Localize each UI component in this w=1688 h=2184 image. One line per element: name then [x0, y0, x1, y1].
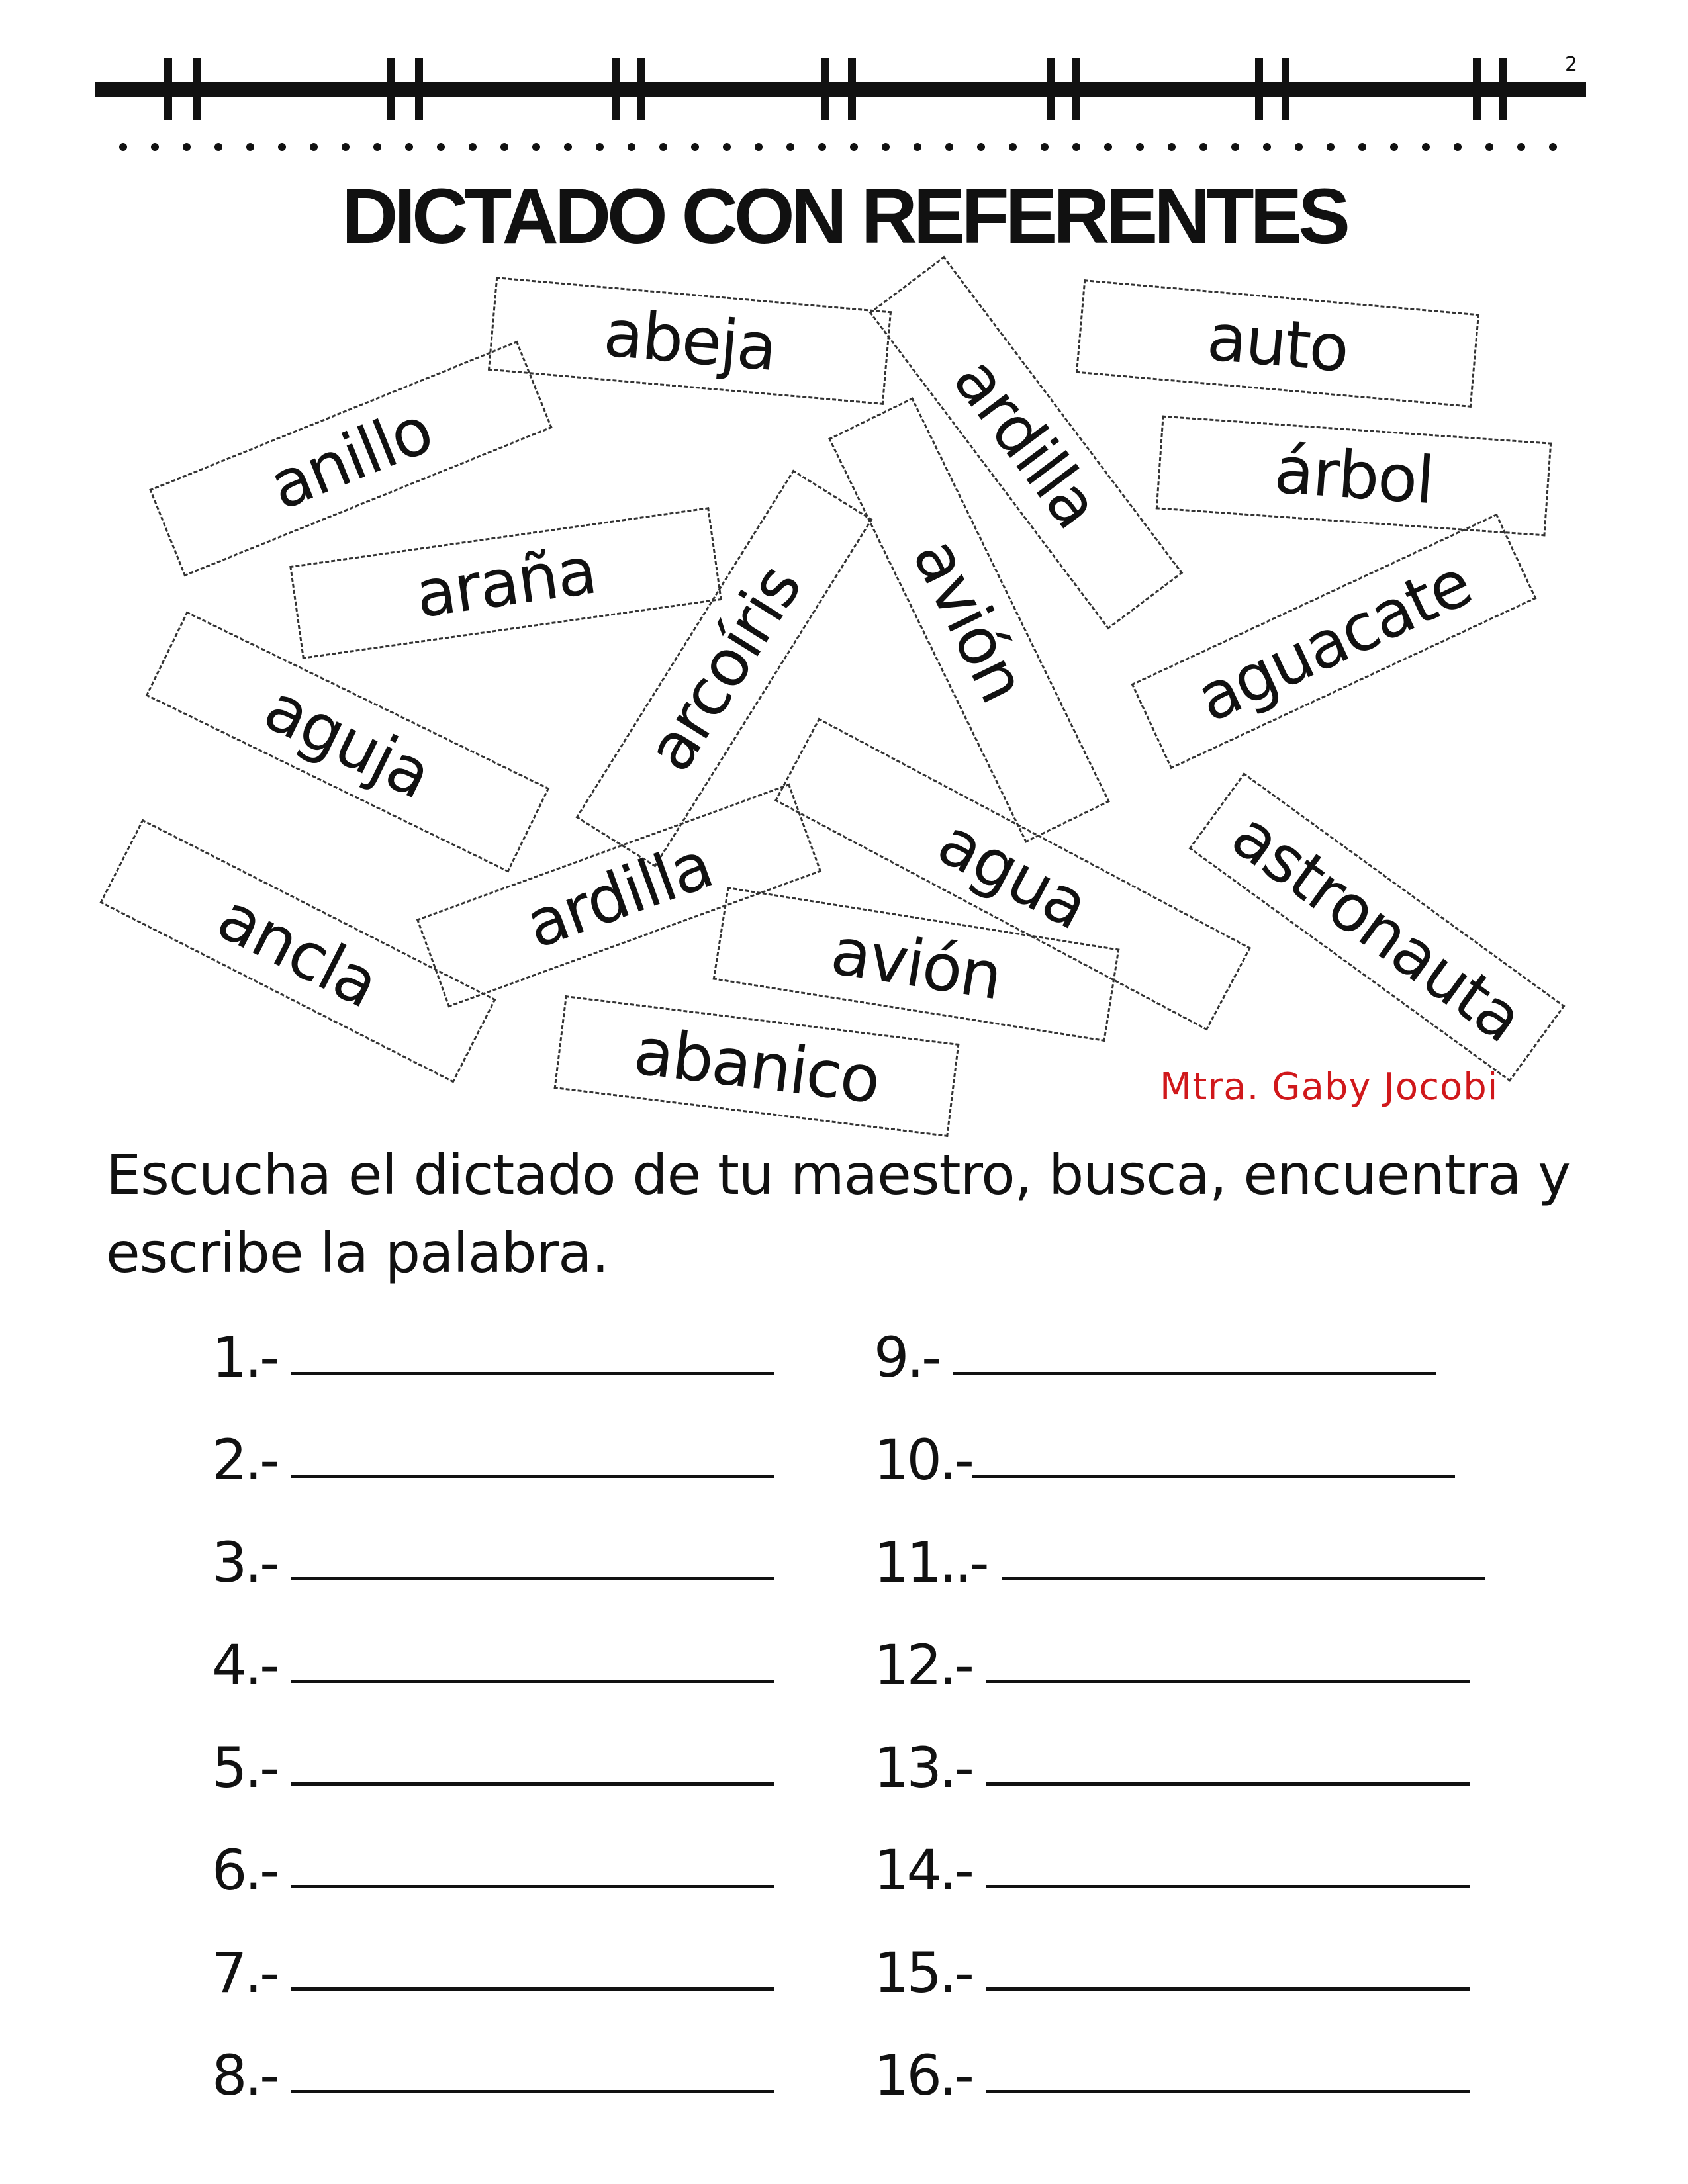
answer-row — [874, 1830, 1470, 1903]
answer-number: 13.- — [874, 1735, 972, 1800]
answer-number: 1.- — [212, 1325, 277, 1390]
answer-line[interactable] — [291, 1782, 774, 1786]
answer-row — [212, 1317, 774, 1390]
answer-number: 16.- — [874, 2043, 972, 2108]
answer-line[interactable] — [291, 2090, 774, 2093]
word-card: ancla — [99, 819, 496, 1083]
answer-line[interactable] — [291, 1885, 774, 1888]
answer-row — [874, 1727, 1470, 1800]
answer-row — [212, 1420, 774, 1492]
answer-line[interactable] — [986, 1987, 1470, 1991]
answer-number: 8.- — [212, 2043, 277, 2108]
page-title: DICTADO CON REFERENTES — [342, 173, 1346, 260]
word-card: ardilla — [416, 784, 821, 1008]
answer-row — [212, 1933, 774, 2005]
word-card: auto — [1076, 279, 1479, 408]
word-card: agua — [774, 718, 1251, 1031]
answer-line[interactable] — [953, 1372, 1436, 1375]
answer-number: 4.- — [212, 1633, 277, 1698]
word-card: avión — [828, 397, 1110, 842]
answer-number: 9.- — [874, 1325, 939, 1390]
word-card: araña — [289, 507, 722, 659]
answer-row — [212, 1830, 774, 1903]
page-number: 2 — [1565, 53, 1578, 76]
answer-number: 2.- — [212, 1428, 277, 1492]
answer-line[interactable] — [986, 1680, 1470, 1683]
answer-row — [212, 1727, 774, 1800]
word-card: abeja — [488, 277, 892, 405]
instructions: Escucha el dictado de tu maestro, busca, encuentra y escribe la palabra. — [106, 1142, 1570, 1285]
answer-number: 5.- — [212, 1735, 277, 1800]
answer-row — [874, 1420, 1455, 1492]
word-card: arcoíris — [576, 469, 873, 867]
word-card: astronauta — [1189, 772, 1566, 1082]
answer-line[interactable] — [1002, 1577, 1485, 1580]
answer-row — [874, 1625, 1470, 1698]
answer-line[interactable] — [291, 1372, 774, 1375]
answer-row — [874, 2035, 1470, 2108]
answer-line[interactable] — [291, 1987, 774, 1991]
word-card: aguacate — [1131, 514, 1537, 769]
word-card: avión — [713, 887, 1120, 1042]
answer-row — [212, 1625, 774, 1698]
header-decoration — [0, 0, 1688, 172]
answer-line[interactable] — [986, 1782, 1470, 1786]
word-card: aguja — [146, 611, 550, 872]
answer-row — [212, 1522, 774, 1595]
answer-row — [874, 1317, 1436, 1390]
answer-line[interactable] — [291, 1577, 774, 1580]
answer-line[interactable] — [986, 1885, 1470, 1888]
answer-row — [874, 1933, 1470, 2005]
answer-row — [874, 1522, 1485, 1595]
answer-row — [212, 2035, 774, 2108]
answer-number: 10.- — [874, 1428, 972, 1492]
answer-line[interactable] — [972, 1475, 1455, 1478]
word-card: abanico — [554, 995, 960, 1137]
answer-number: 6.- — [212, 1838, 277, 1903]
answer-number: 3.- — [212, 1530, 277, 1595]
answer-number: 12.- — [874, 1633, 972, 1698]
answer-line[interactable] — [291, 1475, 774, 1478]
word-card: árbol — [1156, 416, 1552, 537]
answer-number: 7.- — [212, 1940, 277, 2005]
word-card: ardilla — [869, 256, 1183, 630]
answer-number: 11..- — [874, 1530, 987, 1595]
answer-number: 15.- — [874, 1940, 972, 2005]
author-credit: Mtra. Gaby Jocobi — [1160, 1066, 1499, 1109]
answer-number: 14.- — [874, 1838, 972, 1903]
answer-line[interactable] — [291, 1680, 774, 1683]
word-card: anillo — [149, 341, 553, 576]
answer-line[interactable] — [986, 2090, 1470, 2093]
